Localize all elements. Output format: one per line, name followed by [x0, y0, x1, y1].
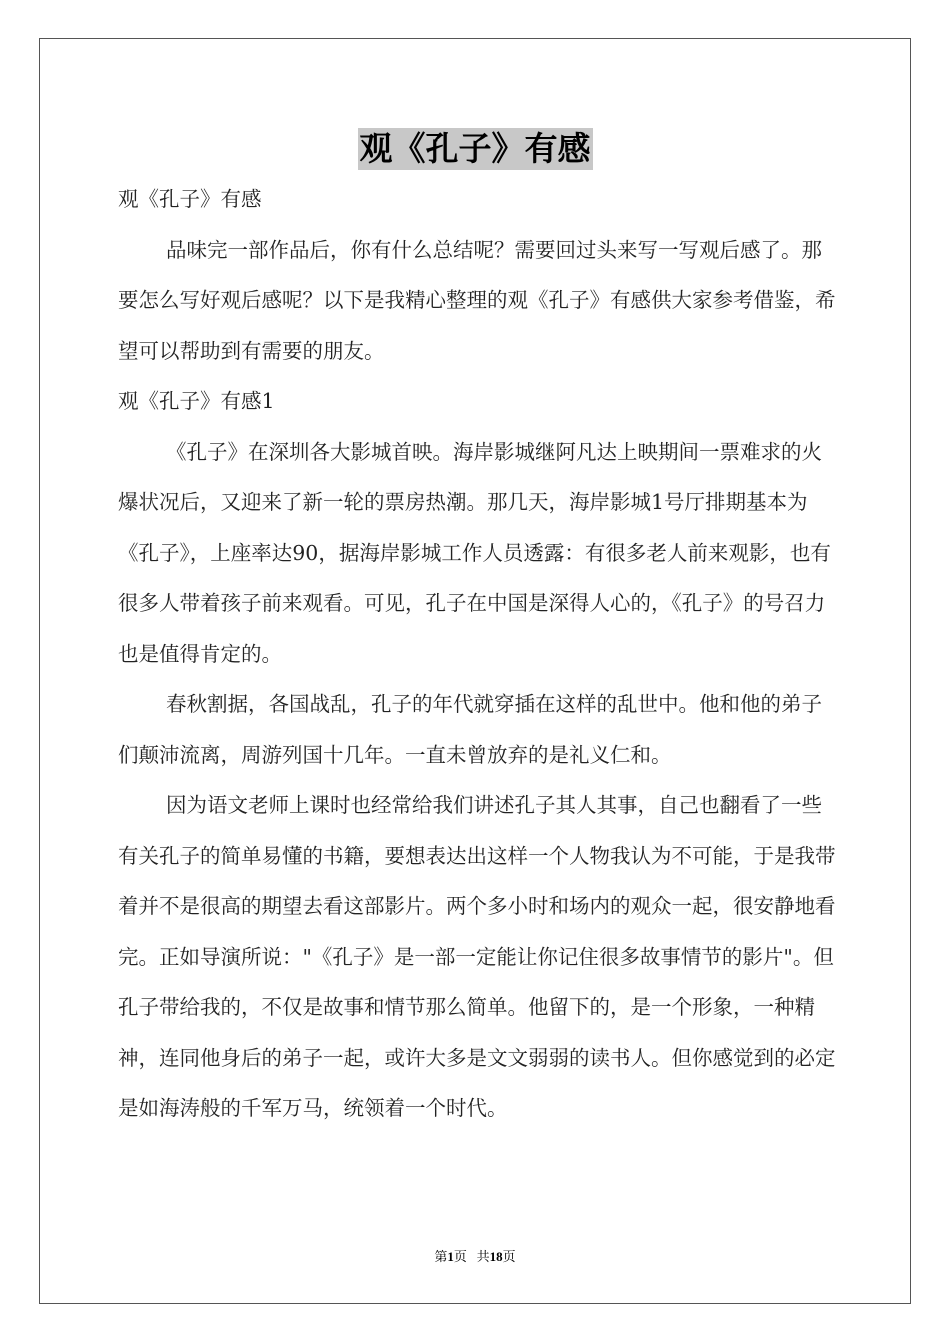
- intro-paragraph: 品味完一部作品后，你有什么总结呢？需要回过头来写一写观后感了。那要怎么写好观后感呢？以下是我精心整理的观《孔子》有感供大家参考借鉴，希望可以帮助到有需要的朋友。: [118, 237, 836, 363]
- current-page-number: 1: [447, 1249, 454, 1264]
- subtitle-paragraph: 观《孔子》有感: [118, 187, 262, 211]
- page-footer: [0, 1246, 950, 1265]
- total-prefix: 共: [476, 1249, 490, 1264]
- page-unit: 页: [453, 1249, 467, 1264]
- page-prefix: 第: [434, 1249, 448, 1264]
- document-body: [118, 174, 838, 1134]
- document-title: 观《孔子》有感: [359, 129, 591, 168]
- title-container: [0, 128, 950, 170]
- section-heading: 观《孔子》有感1: [118, 389, 275, 413]
- total-unit: 页: [502, 1249, 516, 1264]
- body-paragraph: 《孔子》在深圳各大影城首映。海岸影城继阿凡达上映期间一票难求的火爆状况后，又迎来了新一轮的票房热潮。那几天，海岸影城1号厅排期基本为《孔子》，上座率达90，据海岸影城工作人员透露：有很多老人前来观影，也有很多人带着孩子前来观看。可见，孔子在中国是深得人心的，《孔子》的号召力也是值得肯定的。: [118, 439, 831, 666]
- body-paragraph: 春秋割据，各国战乱，孔子的年代就穿插在这样的乱世中。他和他的弟子们颠沛流离，周游列国十几年。一直未曾放弃的是礼义仁和。: [118, 692, 822, 767]
- body-paragraph: 因为语文老师上课时也经常给我们讲述孔子其人其事，自己也翻看了一些有关孔子的简单易懂的书籍，要想表达出这样一个人物我认为不可能，于是我带着并不是很高的期望去看这部影片。两个多小时和场内的观众一起，很安静地看完。正如导演所说："《孔子》是一部一定能让你记住很多故事情节的影片"。但孔子带给我的，不仅是故事和情节那么简单。他留下的，是一个形象，一种精神，连同他身后的弟子一起，或许大多是文文弱弱的读书人。但你感觉到的必定是如海涛般的千军万马，统领着一个时代。: [118, 793, 836, 1120]
- total-page-number: 18: [489, 1249, 503, 1264]
